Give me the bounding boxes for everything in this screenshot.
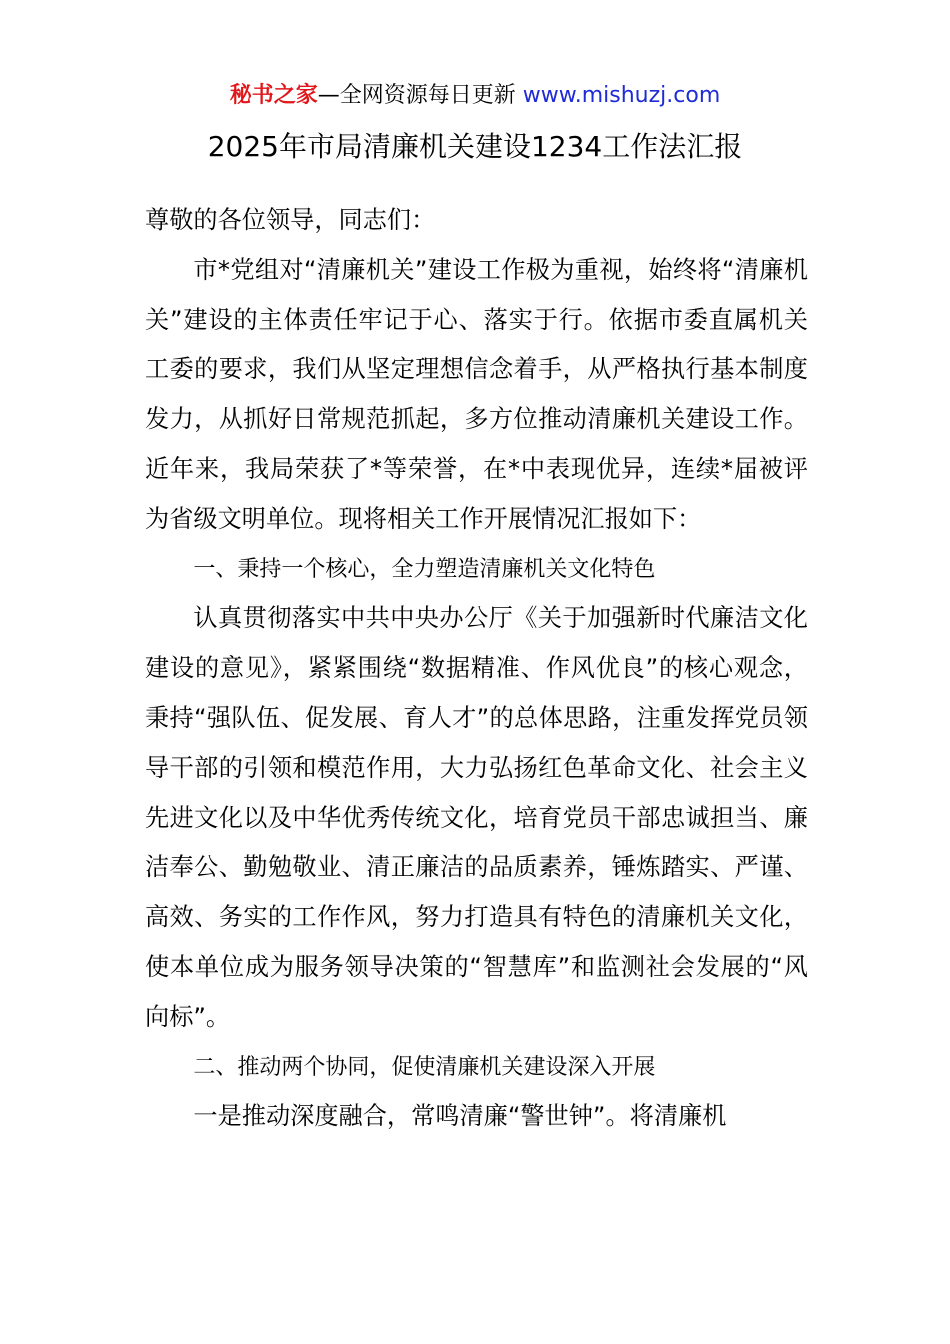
- document-body: [145, 196, 808, 1142]
- section-2-paragraph: 一是推动深度融合，常鸣清廉“警世钟”。将清廉机: [193, 1102, 727, 1131]
- salutation: 尊敬的各位领导，同志们：: [145, 206, 436, 234]
- section-1-paragraph: 认真贯彻落实中共中央办公厅《关于加强新时代廉洁文化建设的意见》，紧紧围绕“数据精准、作风优良”的核心观念，秉持“强队伍、促发展、育人才”的总体思路，注重发挥党员领导干部的引领和模范作用，大力弘扬红色革命文化、社会主义先进文化以及中华优秀传统文化，培育党员干部忠诚担当、廉洁奉公、勤勉敬业、清正廉洁的品质素养，锤炼踏实、严谨、高效、务实的工作作风，努力打造具有特色的清廉机关文化，使本单位成为服务领导决策的“智慧库”和监测社会发展的“风向标”。: [145, 604, 808, 1031]
- section-1-heading: 一、秉持一个核心，全力塑造清廉机关文化特色: [193, 556, 656, 582]
- site-url-link[interactable]: www.mishuzj.com: [522, 83, 721, 108]
- site-header: [0, 80, 950, 112]
- document-title: 2025年市局清廉机关建设1234工作法汇报: [207, 130, 743, 163]
- intro-paragraph: 市*党组对“清廉机关”建设工作极为重视，始终将“清廉机关”建设的主体责任牢记于心、落实于行。依据市委直属机关工委的要求，我们从坚定理想信念着手，从严格执行基本制度发力，从抓好日常规范抓起，多方位推动清廉机关建设工作。近年来，我局荣获了*等荣誉，在*中表现优异，连续*届被评为省级文明单位。现将相关工作开展情况汇报如下：: [145, 255, 808, 533]
- header-tagline: —全网资源每日更新: [317, 83, 523, 108]
- section-2-heading: 二、推动两个协同，促使清廉机关建设深入开展: [193, 1054, 656, 1080]
- brand-name: 秘书之家: [229, 83, 318, 108]
